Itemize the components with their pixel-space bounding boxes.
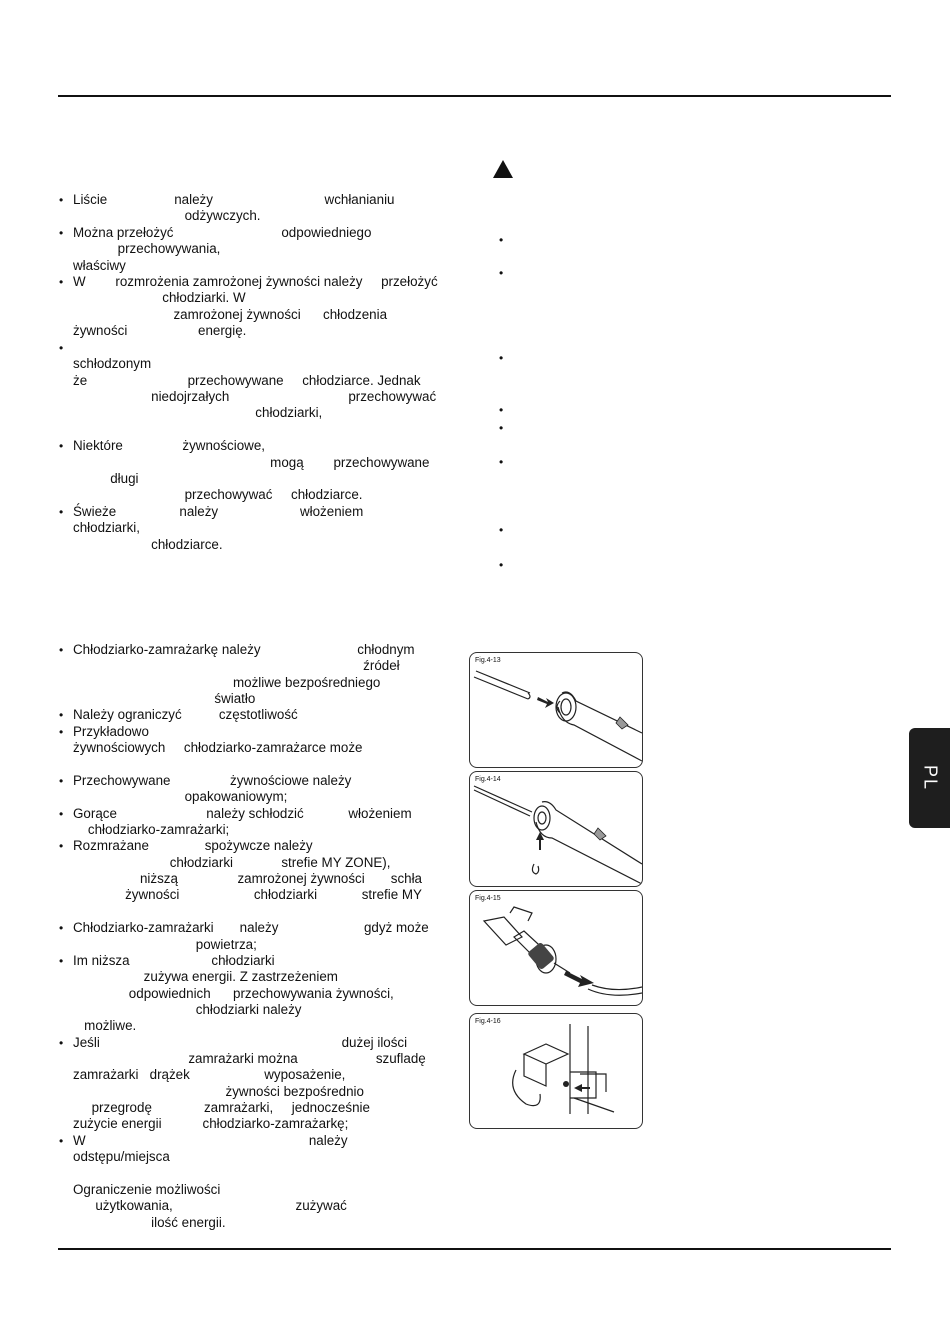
text-line: odżywczych. xyxy=(73,208,261,223)
text-line: właściwy xyxy=(73,258,126,273)
text-line: źródeł xyxy=(73,658,400,673)
figure-4-13 xyxy=(469,652,643,768)
text-line: zamrożonej żywności chłodzenia xyxy=(73,307,388,322)
text-line: Chłodziarko-zamrażarki należy gdyż może xyxy=(73,920,429,935)
text-line: żywności energię. xyxy=(73,323,247,338)
text-line: możliwe. xyxy=(73,1018,137,1033)
text-line: niższą zamrożonej żywności schła xyxy=(73,871,423,886)
note-line: użytkowania, zużywać xyxy=(73,1198,347,1213)
text-line: zamrażarki drążek wyposażenie, xyxy=(73,1067,346,1082)
text-line: Chłodziarko-zamrażarkę należy chłodnym xyxy=(73,642,415,657)
text-line: Należy ograniczyć częstotliwość xyxy=(73,707,298,722)
text-line: Świeże należy włożeniem xyxy=(73,504,364,519)
text-line: Jeśli dużej ilości xyxy=(73,1035,408,1050)
figure-caption: Fig.4-14 xyxy=(475,776,501,783)
text-line: Rozmrażane spożywcze należy xyxy=(73,838,313,853)
text-line: żywności chłodziarki strefie MY xyxy=(73,887,422,902)
text-line: chłodziarce. xyxy=(73,537,223,552)
figure-caption: Fig.4-16 xyxy=(475,1018,501,1025)
text-line: chłodziarki, xyxy=(73,520,140,535)
text-line: możliwe bezpośredniego xyxy=(73,675,381,690)
bullet-dot: • xyxy=(59,275,64,289)
text-line: opakowaniowym; xyxy=(73,789,288,804)
note-line: Ograniczenie możliwości xyxy=(73,1182,221,1197)
figure-4-14 xyxy=(469,771,643,887)
bullet-dot: • xyxy=(499,558,504,572)
bullet-dot: • xyxy=(499,403,504,417)
text-line: że przechowywane chłodziarce. Jednak xyxy=(73,373,421,388)
bullet-dot: • xyxy=(59,643,64,657)
bullet-dot: • xyxy=(499,455,504,469)
bullet-dot: • xyxy=(59,226,64,240)
text-line: żywności bezpośrednio xyxy=(73,1084,364,1099)
text-line: Liście należy wchłanianiu xyxy=(73,192,395,207)
text-line: Przykładowo xyxy=(73,724,149,739)
bullet-dot: • xyxy=(59,839,64,853)
text-line: Można przełożyć odpowiedniego xyxy=(73,225,372,240)
text-line: odstępu/miejsca xyxy=(73,1149,170,1164)
water-filter-insert-illustration xyxy=(470,653,642,767)
header-rule xyxy=(58,95,891,97)
text-line: niedojrzałych przechowywać xyxy=(73,389,437,404)
bullet-dot: • xyxy=(59,1036,64,1050)
text-line: schłodzonym xyxy=(73,356,152,371)
bullet-dot: • xyxy=(59,341,64,355)
text-line: przechowywać chłodziarce. xyxy=(73,487,363,502)
text-line: Przechowywane żywnościowe należy xyxy=(73,773,352,788)
text-line: chłodziarki. W xyxy=(73,290,246,305)
water-valve-connection-illustration xyxy=(470,891,642,1005)
text-line: długi xyxy=(73,471,139,486)
bullet-dot: • xyxy=(59,807,64,821)
bullet-dot: • xyxy=(59,1134,64,1148)
bullet-dot: • xyxy=(59,708,64,722)
text-line: przegrodę zamrażarki, jednocześnie xyxy=(73,1100,370,1115)
figure-4-15 xyxy=(469,890,643,1006)
text-line: zużywa energii. Z zastrzeżeniem xyxy=(73,969,338,984)
bullet-dot: • xyxy=(499,421,504,435)
warning-icon xyxy=(493,160,513,178)
footer-rule xyxy=(58,1248,891,1250)
text-line: W rozmrożenia zamrożonej żywności należy przełożyć xyxy=(73,274,438,289)
text-line: powietrza; xyxy=(73,937,257,952)
bullet-dot: • xyxy=(59,193,64,207)
bullet-dot: • xyxy=(59,725,64,739)
text-line: chłodziarki, xyxy=(73,405,323,420)
text-line: chłodziarki należy xyxy=(73,1002,302,1017)
bullet-dot: • xyxy=(499,266,504,280)
bullet-dot: • xyxy=(59,505,64,519)
text-line: zużycie energii chłodziarko-zamrażarkę; xyxy=(73,1116,349,1131)
text-line: W należy xyxy=(73,1133,348,1148)
text-line: przechowywania, xyxy=(73,241,221,256)
language-tab xyxy=(909,728,950,828)
figure-caption: Fig.4-15 xyxy=(475,895,501,902)
bullet-dot: • xyxy=(59,774,64,788)
text-line: Im niższa chłodziarki xyxy=(73,953,275,968)
language-tab-label: PL xyxy=(920,764,940,792)
text-line: światło xyxy=(73,691,256,706)
note-line: ilość energii. xyxy=(73,1215,226,1230)
text-line: chłodziarko-zamrażarki; xyxy=(73,822,230,837)
figure-4-16 xyxy=(469,1013,643,1129)
bullet-dot: • xyxy=(59,439,64,453)
text-line: odpowiednich przechowywania żywności, xyxy=(73,986,394,1001)
bullet-dot: • xyxy=(499,351,504,365)
bullet-dot: • xyxy=(499,233,504,247)
text-line: chłodziarki strefie MY ZONE), xyxy=(73,855,391,870)
text-line: zamrażarki można szufladę xyxy=(73,1051,426,1066)
text-line: mogą przechowywane xyxy=(73,455,430,470)
mounting-bracket-illustration xyxy=(470,1014,642,1128)
water-filter-remove-illustration xyxy=(470,772,642,886)
text-line: Niektóre żywnościowe, xyxy=(73,438,265,453)
text-line: żywnościowych chłodziarko-zamrażarce może xyxy=(73,740,363,755)
text-line: Gorące należy schłodzić włożeniem xyxy=(73,806,412,821)
bullet-dot: • xyxy=(59,954,64,968)
figure-caption: Fig.4-13 xyxy=(475,657,501,664)
bullet-dot: • xyxy=(499,523,504,537)
bullet-dot: • xyxy=(59,921,64,935)
